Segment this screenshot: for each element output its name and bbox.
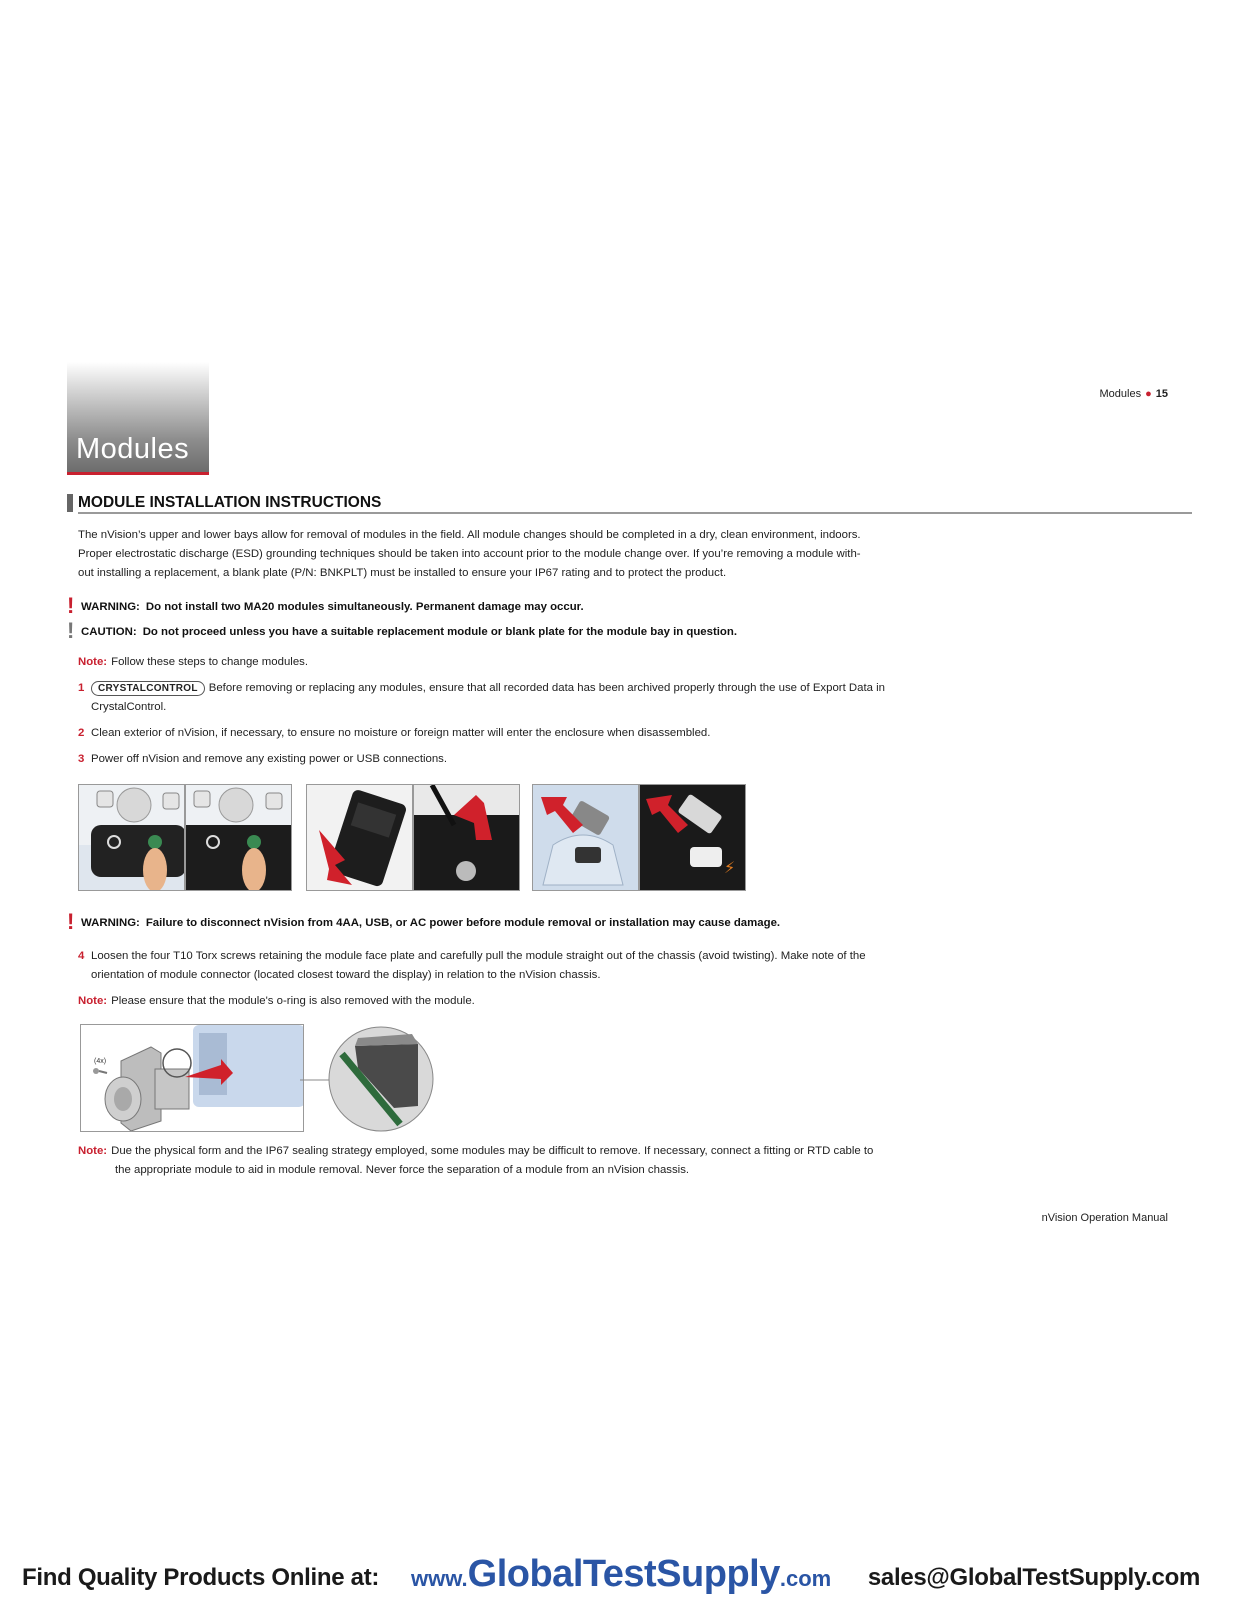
note-text: the appropriate module to aid in module removal. Never force the separation of a module from an nVision chassis. [115,1164,690,1176]
power-button-photo-2 [185,784,292,891]
intro-line: out installing a replacement, a blank plate (P/N: BNKPLT) must be installed to ensure your IP67 rating and to protect the product. [78,567,727,579]
battery-removal-photo [306,784,413,891]
power-button-photo-1 [78,784,185,891]
usb-removal-illustration [640,785,746,891]
note-oring [78,995,475,1007]
step-2 [78,724,908,743]
warning-notice-power [67,909,781,934]
ac-power-removal-photo [413,784,520,891]
caution-label: CAUTION: [81,626,137,638]
section-tab-label: Modules [76,433,190,465]
manual-title-footer: nVision Operation Manual [1041,1212,1168,1224]
heading-bar [67,494,73,512]
caution-exclamation-icon: ! [67,618,75,643]
page-number: 15 [1155,388,1168,400]
warning-notice [67,593,584,618]
note-label: Note: [78,1145,108,1157]
screw-count-label: (4x) [94,1058,107,1065]
note-label: Note: [78,656,108,668]
caution-notice [67,618,738,643]
note-removal [78,1142,918,1180]
intro-line: The nVision’s upper and lower bays allow for removal of modules in the field. All module changes should be completed in a dry, clean environment, indoors. [78,529,861,541]
step-number: 4 [78,950,85,962]
note [78,656,308,668]
step-text: orientation of module connector (located closest toward the display) in relation to the nVision chassis. [91,969,601,981]
ad-website-link[interactable] [411,1553,831,1596]
step-text: CrystalControl. [91,701,167,713]
ad-email-link[interactable]: sales@GlobalTestSupply.com [867,1564,1200,1591]
note-label: Note: [78,995,108,1007]
usb-removal-photo-1 [532,784,639,891]
caution-text: Do not proceed unless you have a suitable replacement module or blank plate for the module bay in question. [142,626,738,638]
step-1 [78,679,908,717]
ac-power-removal-illustration [414,785,520,891]
module-removal-illustration [81,1025,304,1132]
crystalcontrol-logo: CRYSTALCONTROL [91,681,205,696]
battery-removal-illustration [307,785,413,891]
usb-removal-illustration [533,785,639,891]
ad-tagline: Find Quality Products Online at: [22,1564,380,1591]
oring-detail-callout [300,1024,435,1134]
module-removal-diagram [80,1024,304,1132]
warning-text: Do not install two MA20 modules simultaneously. Permanent damage may occur. [145,601,584,613]
ad-www: www. [411,1566,468,1591]
note-text: Follow these steps to change modules. [111,656,309,668]
power-button-illustration [186,785,292,891]
step-text: Power off nVision and remove any existing power or USB connections. [91,753,448,765]
bullet-icon: ● [1145,388,1152,400]
warning-exclamation-icon: ! [67,909,75,934]
running-head [1100,388,1168,400]
ad-com: .com [779,1566,832,1591]
usb-removal-photo-2 [639,784,746,891]
warning-exclamation-icon: ! [67,593,75,618]
intro-paragraph [78,526,908,583]
step-4 [78,947,908,985]
step-text: Loosen the four T10 Torx screws retaining the module face plate and carefully pull the module straight out of the chassis (avoid twisting). Make note of the [91,950,866,962]
power-button-illustration [79,785,185,891]
step-number: 2 [78,727,85,739]
step-text: Before removing or replacing any modules, ensure that all recorded data has been archived properly through the use of Export Data in [208,682,885,694]
running-head-section: Modules [1099,388,1142,400]
warning-label: WARNING: [81,601,140,613]
warning-label: WARNING: [81,917,140,929]
warning-text: Failure to disconnect nVision from 4AA, USB, or AC power before module removal or installation may cause damage. [145,917,781,929]
svg-text:⚡: ⚡ [724,858,736,877]
ad-brand: GlobalTestSupply [467,1553,780,1595]
step-number: 3 [78,753,85,765]
intro-line: Proper electrostatic discharge (ESD) grounding techniques should be taken into account prior to the module change over. If you’re removing a module with- [78,548,861,560]
step-number: 1 [78,682,85,694]
note-text: Please ensure that the module's o-ring is also removed with the module. [111,995,475,1007]
step-text: Clean exterior of nVision, if necessary, to ensure no moisture or foreign matter will enter the enclosure when disassembled. [91,727,711,739]
heading-rule [78,512,1192,514]
note-text: Due the physical form and the IP67 sealing strategy employed, some modules may be difficult to remove. If necessary, connect a fitting or RTD cable to [111,1145,874,1157]
step-3 [78,750,908,769]
section-tab [67,362,209,475]
page-heading: MODULE INSTALLATION INSTRUCTIONS [78,494,382,511]
